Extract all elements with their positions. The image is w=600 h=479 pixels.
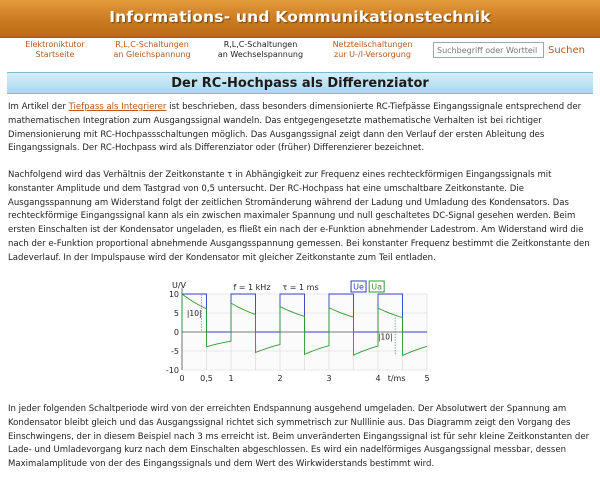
nav-item-line2: an Wechselspannung xyxy=(217,50,304,59)
page-title: Der RC-Hochpass als Differenziator xyxy=(171,76,429,91)
y-tick-label: -10 xyxy=(165,365,179,375)
nav-item-wechselspannung[interactable] xyxy=(208,40,313,60)
nav-item-netzteilschaltungen[interactable] xyxy=(320,40,425,60)
paragraph-settling: In jeder folgenden Schaltperiode wird von der erreichten Endspannung ausgehend umgeladen. Der Absolutwert der Spannung am Kondensator bleibt gleich und das Ausgangssignal richtet sich symmetrisch zur Nulllinie aus. Das Diagramm zeigt den Vorgang des Einschwingens, der in diesem Beispiel nach 3 ms erreicht ist. Beim unveränderten Eingangssignal ist für sehr kleine Zeitkonstanten der Lade- und Umladevorgang kurz nach dem Einschalten abgeschlossen. Es wird ein nadelförmiges Ausgangssignal messbar, dessen Maximalamplitude von der des Eingangssignals und dem Wert des Wirkwiderstands bestimmt wird. xyxy=(8,404,590,470)
paragraph-text: ist beschrieben, dass besonders dimensionierte RC-Tiefpässe Eingangssignale entsprechend der mathematischen Integration zum Ausgangssignal wandeln. Das entgegengesetzte mathematische Verhalten ist bei richtiger Dimensionierung mit RC-Hochpassschaltungen möglich. Das Ausgangssignal zeigt dann den Verlauf der ersten Ableitung des Eingangssignals. Der RC-Hochpass wird als Differenziator oder (früher) Differenzierer bezeichnet. xyxy=(8,102,582,154)
nav-item-line2: zur U-/I-Versorgung xyxy=(334,50,411,59)
x-tick-label: 5 xyxy=(424,374,430,383)
link-tiefpass-integrierer[interactable]: Tiefpass als Integrierer xyxy=(68,102,167,112)
nav-item-line1: R,L,C-Schaltungen xyxy=(223,40,298,49)
amplitude-label: |10| xyxy=(186,309,202,318)
amplitude-label: |10| xyxy=(378,332,393,342)
legend-label: Ua xyxy=(371,282,383,292)
y-tick-label: 5 xyxy=(173,308,179,318)
x-tick-label: 4 xyxy=(375,374,381,383)
site-header xyxy=(0,0,600,38)
nav-item-line2: an Gleichspannung xyxy=(113,50,191,59)
nav-item-line1: Netzteilschaltungen xyxy=(332,40,413,49)
nav-item-line1: Elektroniktutor xyxy=(25,40,85,49)
site-title: Informations- und Kommunikationstechnik xyxy=(109,8,491,26)
x-tick-label: 2 xyxy=(277,374,283,383)
search-button[interactable]: Suchen xyxy=(548,41,588,59)
nav-item-line2: Startseite xyxy=(35,50,75,59)
paragraph-text: Im Artikel der xyxy=(8,102,69,112)
rc-highpass-chart xyxy=(165,278,437,390)
x-axis-label: t/ms xyxy=(387,374,406,383)
x-tick-label: 3 xyxy=(326,374,332,383)
annotation-frequency: f = 1 kHz xyxy=(233,283,271,292)
legend-label: Ue xyxy=(353,282,364,292)
nav-item-gleichspannung[interactable] xyxy=(102,40,202,60)
page-title-band xyxy=(7,72,593,94)
x-tick-label: 1 xyxy=(228,374,234,383)
annotation-tau: τ = 1 ms xyxy=(282,283,319,292)
paragraph-explanation: Nachfolgend wird das Verhältnis der Zeitkonstante τ in Abhängigkeit zur Frequenz eines rechteckförmigen Eingangssignals mit konstanter Amplitude und dem Tastgrad von 0,5 untersucht. Der RC-Hochpass hat eine umschaltbare Zeitkonstante. Die Ausgangsspannung am Widerstand folgt der zeitlichen Stromänderung während der Ladung und Umladung des Kondensators. Das rechteckförmige Eingangssignal kann als ein zwischen maximaler Spannung und null geschaltetes DC-Signal gesehen werden. Beim ersten Einschalten ist der Kondensator ungeladen, es fließt ein nach der e-Funktion abnehmender Ladestrom. Am Widerstand wird die nach der e-Funktion proportional abnehmende Ausgangsspannung gemessen. Bei konstanter Frequenz bestimmt die Zeitkonstante den Ladeverlauf. In der Impulspause wird der Kondensator mit gleicher Zeitkonstante zum Teil entladen. xyxy=(8,170,590,263)
x-tick-label: 0 xyxy=(179,374,185,383)
y-tick-label: 0 xyxy=(173,327,179,337)
nav-item-line1: R,L,C-Schaltungen xyxy=(115,40,189,49)
paragraph-intro xyxy=(8,101,594,156)
nav-item-startseite[interactable] xyxy=(10,40,100,60)
y-tick-label: -5 xyxy=(171,346,179,356)
x-tick-label: 0,5 xyxy=(200,374,213,383)
y-tick-label: 10 xyxy=(168,289,179,299)
search-input[interactable] xyxy=(433,42,544,58)
y-axis-label: U/V xyxy=(171,281,187,290)
